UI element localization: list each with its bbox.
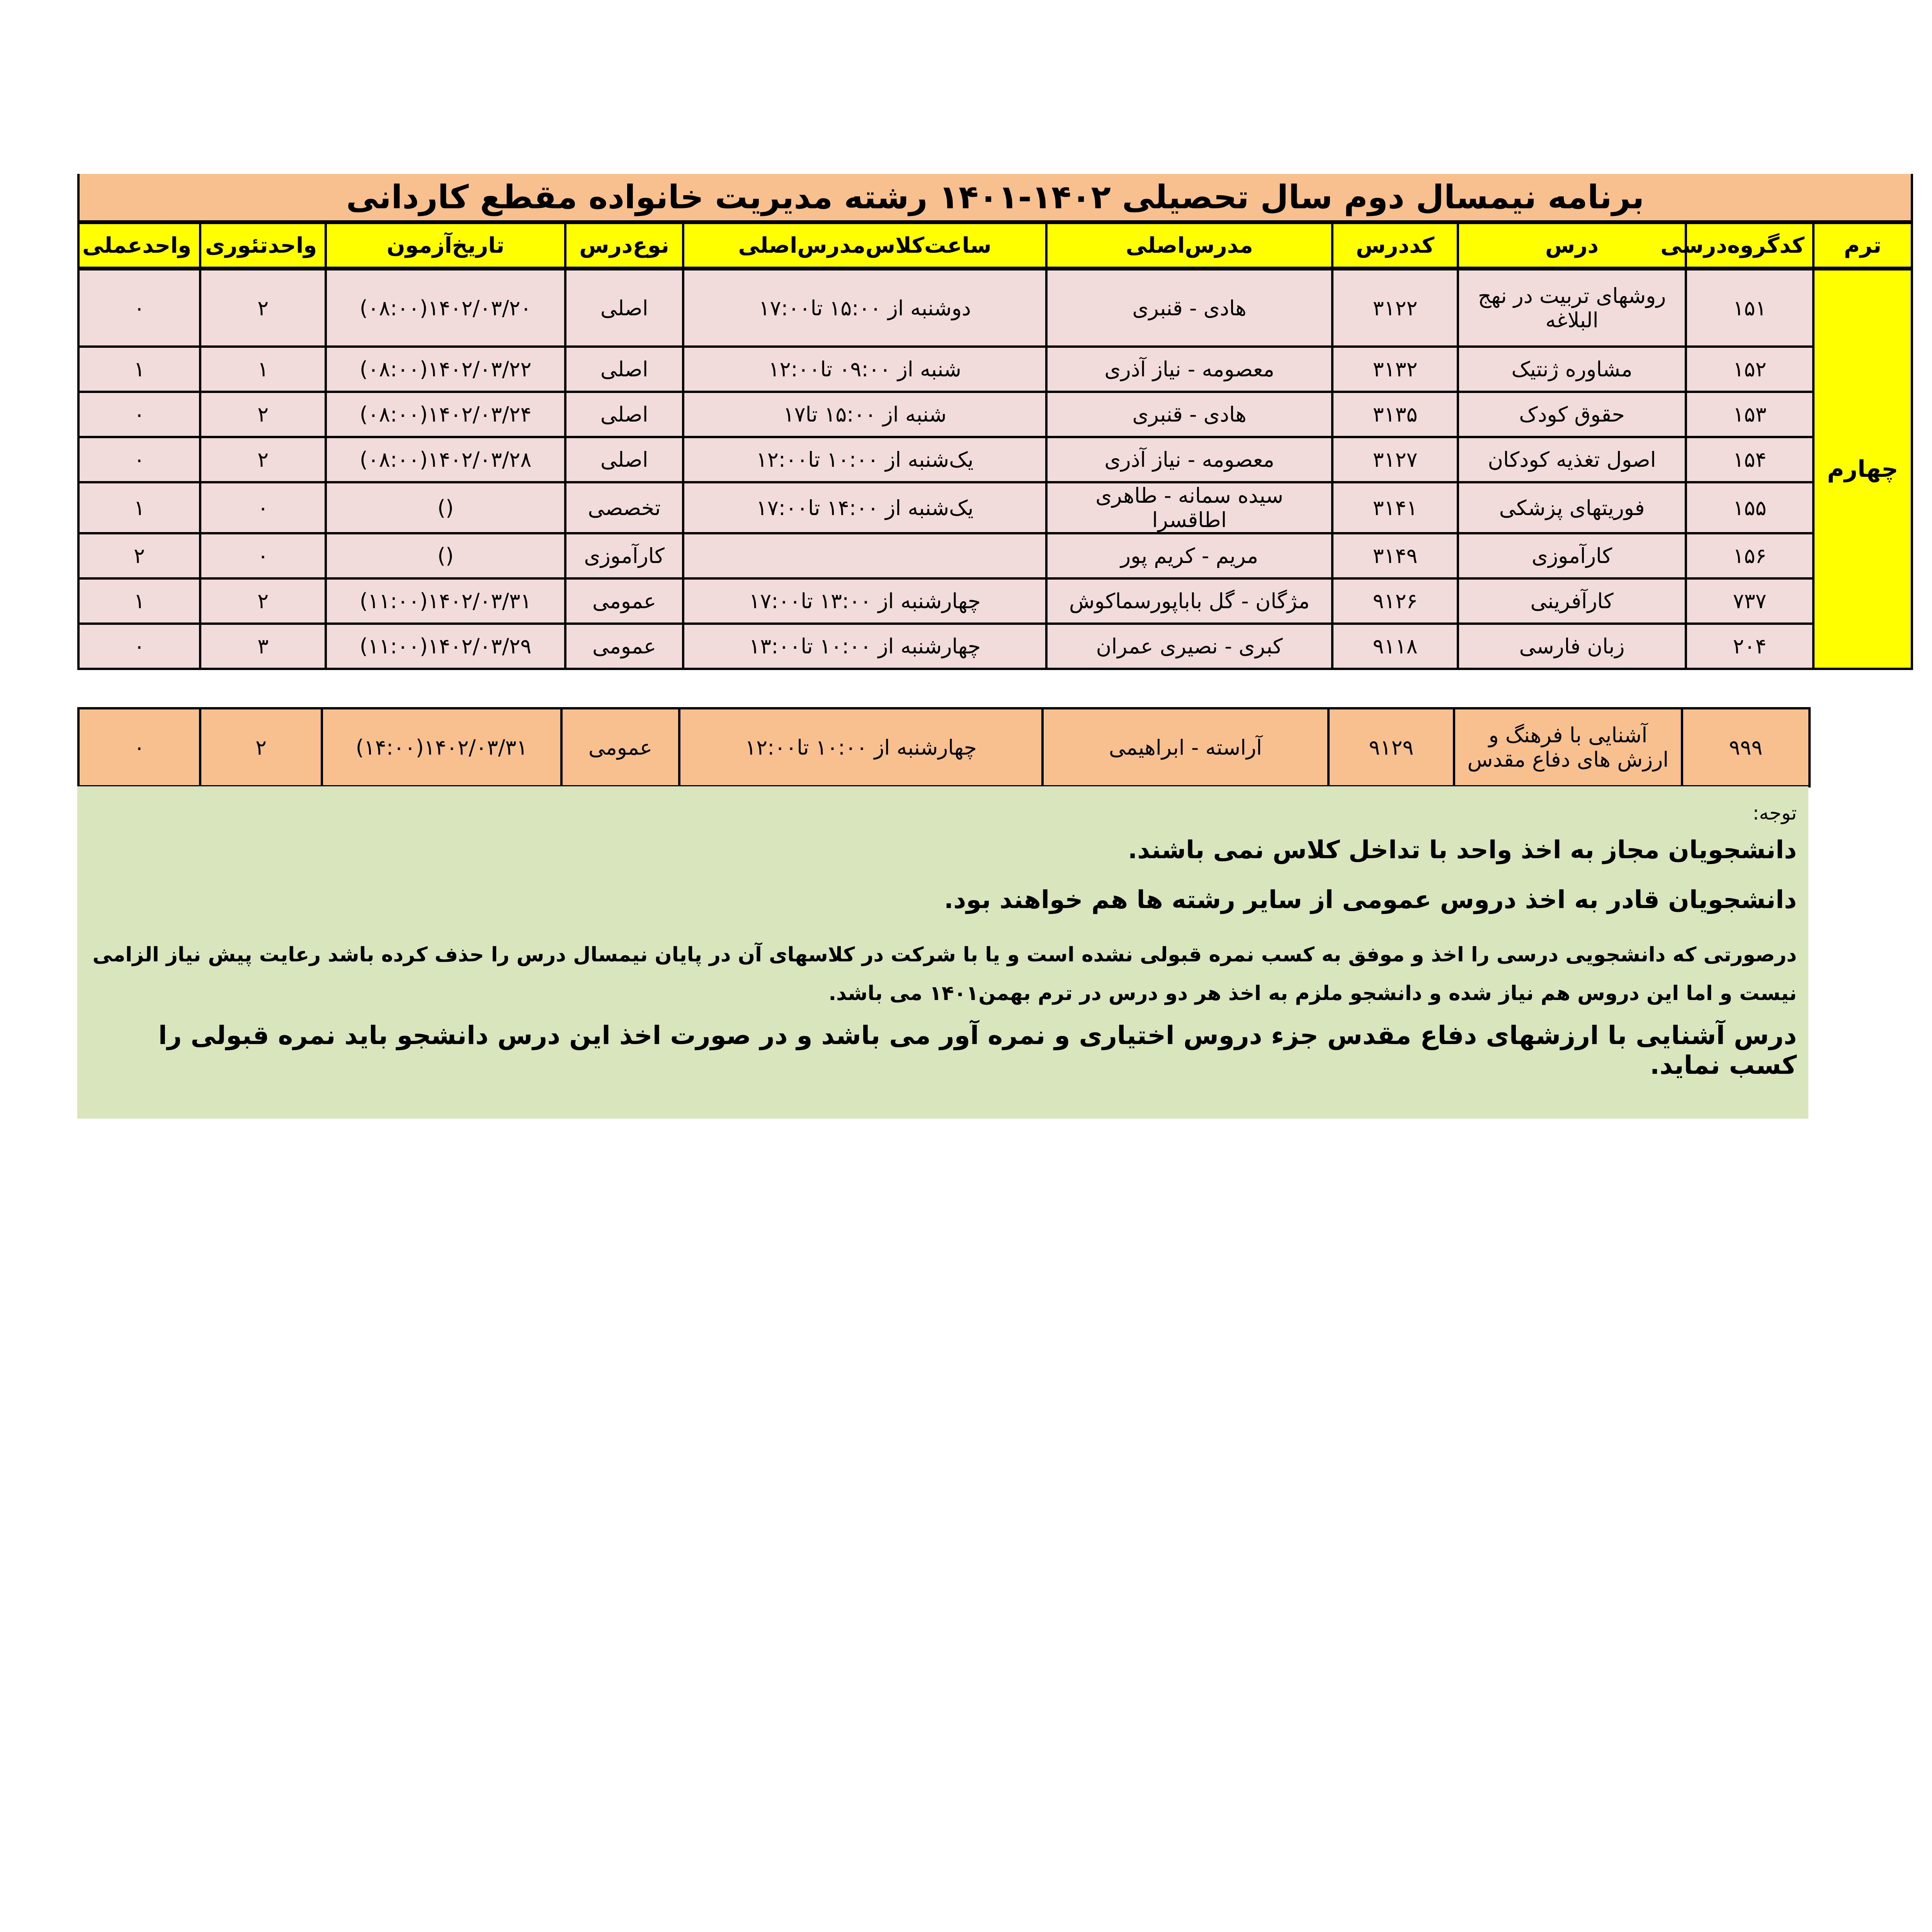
instructor-cell: آراسته - ابراهیمی	[1043, 708, 1328, 786]
practical-units-cell: ۰	[78, 392, 200, 437]
course-code-cell: ۳۱۳۲	[1332, 347, 1458, 392]
header-term: ترم	[1813, 222, 1912, 269]
course-cell: کارآموزی	[1458, 533, 1686, 578]
course-cell: روشهای تربیت در نهج البلاغه	[1458, 269, 1686, 347]
group-code-cell: ۱۵۳	[1686, 392, 1813, 437]
table-row	[78, 269, 1912, 347]
group-code-cell: ۱۵۱	[1686, 269, 1813, 347]
theory-units-cell: ۲	[200, 578, 326, 624]
instructor-cell: مژگان - گل باباپورسماکوش	[1046, 578, 1332, 624]
theory-units-cell: ۱	[200, 347, 326, 392]
exam-date-cell: ۱۴۰۲/۰۳/۲۴(۰۸:۰۰)	[326, 392, 565, 437]
class-time-cell: یک‌شنبه از ۱۴:۰۰ تا۱۷:۰۰	[683, 482, 1046, 533]
header-group-code: کدگروه‌درسی	[1686, 222, 1813, 269]
instructor-cell: کبری - نصیری عمران	[1046, 624, 1332, 669]
instructor-cell: معصومه - نیاز آذری	[1046, 437, 1332, 482]
course-cell: مشاوره ژنتیک	[1458, 347, 1686, 392]
term-cell: چهارم	[1813, 269, 1912, 669]
table-row	[78, 578, 1912, 624]
header-course-type: نوع‌درس	[565, 222, 683, 269]
exam-date-cell: ()	[326, 482, 565, 533]
course-type-cell: اصلی	[565, 347, 683, 392]
table-row	[78, 437, 1912, 482]
practical-units-cell: ۰	[78, 624, 200, 669]
course-code-cell: ۳۱۴۱	[1332, 482, 1458, 533]
course-code-cell: ۹۱۲۶	[1332, 578, 1458, 624]
class-time-cell: شنبه از ۰۹:۰۰ تا۱۲:۰۰	[683, 347, 1046, 392]
exam-date-cell: ۱۴۰۲/۰۳/۳۱(۱۴:۰۰)	[322, 708, 561, 786]
instructor-cell: سیده سمانه - طاهری اطاقسرا	[1046, 482, 1332, 533]
instructor-cell: هادی - قنبری	[1046, 269, 1332, 347]
exam-date-cell: ۱۴۰۲/۰۳/۲۲(۰۸:۰۰)	[326, 347, 565, 392]
course-type-cell: عمومی	[565, 624, 683, 669]
practical-units-cell: ۰	[78, 269, 200, 347]
practical-units-cell: ۲	[78, 533, 200, 578]
class-time-cell: چهارشنبه از ۱۰:۰۰ تا۱۳:۰۰	[683, 624, 1046, 669]
course-cell: حقوق کودک	[1458, 392, 1686, 437]
course-cell: کارآفرینی	[1458, 578, 1686, 624]
theory-units-cell: ۰	[200, 482, 326, 533]
schedule-table	[77, 174, 1913, 670]
header-course-code: کددرس	[1332, 222, 1458, 269]
course-cell: اصول تغذیه کودکان	[1458, 437, 1686, 482]
course-code-cell: ۳۱۲۲	[1332, 269, 1458, 347]
course-cell: زبان فارسی	[1458, 624, 1686, 669]
practical-units-cell: ۱	[78, 347, 200, 392]
course-code-cell: ۹۱۱۸	[1332, 624, 1458, 669]
table-row	[78, 708, 1810, 786]
theory-units-cell: ۲	[200, 437, 326, 482]
practical-units-cell: ۰	[78, 437, 200, 482]
theory-units-cell: ۲	[200, 708, 322, 786]
group-code-cell: ۷۳۷	[1686, 578, 1813, 624]
table-row	[78, 392, 1912, 437]
theory-units-cell: ۳	[200, 624, 326, 669]
course-code-cell: ۳۱۲۷	[1332, 437, 1458, 482]
note-sacred-defense: درس آشنایی با ارزشهای دفاع مقدس جزء دروس اختیاری و نمره آور می باشد و در صورت اخذ این درس دانشجو باید نمره قبولی را کسب نماید.	[158, 1020, 1797, 1080]
group-code-cell: ۹۹۹	[1682, 708, 1810, 786]
course-code-cell: ۳۱۳۵	[1332, 392, 1458, 437]
theory-units-cell: ۲	[200, 392, 326, 437]
practical-units-cell: ۱	[78, 482, 200, 533]
group-code-cell: ۱۵۲	[1686, 347, 1813, 392]
instructor-cell: مریم - کریم پور	[1046, 533, 1332, 578]
class-time-cell: چهارشنبه از ۱۳:۰۰ تا۱۷:۰۰	[683, 578, 1046, 624]
header-practical-units: واحدعملی	[78, 222, 200, 269]
table-header-row	[78, 222, 1912, 269]
course-type-cell: اصلی	[565, 392, 683, 437]
group-code-cell: ۱۵۴	[1686, 437, 1813, 482]
exam-date-cell: ()	[326, 533, 565, 578]
exam-date-cell: ۱۴۰۲/۰۳/۲۹(۱۱:۰۰)	[326, 624, 565, 669]
table-row	[78, 347, 1912, 392]
exam-date-cell: ۱۴۰۲/۰۳/۲۸(۰۸:۰۰)	[326, 437, 565, 482]
class-time-cell: یک‌شنبه از ۱۰:۰۰ تا۱۲:۰۰	[683, 437, 1046, 482]
note-no-overlap: دانشجویان مجاز به اخذ واحد با تداخل کلاس نمی باشند.	[1128, 836, 1797, 864]
group-code-cell: ۱۵۵	[1686, 482, 1813, 533]
theory-units-cell: ۰	[200, 533, 326, 578]
course-type-cell: کارآموزی	[565, 533, 683, 578]
note-prerequisite: درصورتی که دانشجویی درسی را اخذ و موفق به کسب نمره قبولی نشده است و یا با شرکت در کلاسهای آن در پایان نیمسال درس را حذف کرده باشد رعایت پیش نیاز الزامی نیست و اما این دروس هم نیاز شده و دانشجو ملزم به اخذ هر دو درس در ترم بهمن۱۴۰۱ می باشد.	[92, 943, 1797, 1005]
notes-box	[77, 786, 1808, 1119]
page-title: برنامه نیمسال دوم سال تحصیلی ۱۴۰۲-۱۴۰۱ رشته مدیریت خانواده مقطع کاردانی	[78, 174, 1912, 222]
table-row	[78, 533, 1912, 578]
notes-heading: توجه:	[1752, 802, 1797, 824]
course-type-cell: اصلی	[565, 269, 683, 347]
course-code-cell: ۳۱۴۹	[1332, 533, 1458, 578]
course-type-cell: عمومی	[561, 708, 679, 786]
group-code-cell: ۱۵۶	[1686, 533, 1813, 578]
class-time-cell: چهارشنبه از ۱۰:۰۰ تا۱۲:۰۰	[679, 708, 1043, 786]
header-instructor: مدرس‌اصلی	[1046, 222, 1332, 269]
instructor-cell: معصومه - نیاز آذری	[1046, 347, 1332, 392]
extra-course-table	[77, 707, 1811, 787]
course-type-cell: تخصصی	[565, 482, 683, 533]
header-class-time: ساعت‌کلاس‌مدرس‌اصلی	[683, 222, 1046, 269]
practical-units-cell: ۱	[78, 578, 200, 624]
exam-date-cell: ۱۴۰۲/۰۳/۲۰(۰۸:۰۰)	[326, 269, 565, 347]
exam-date-cell: ۱۴۰۲/۰۳/۳۱(۱۱:۰۰)	[326, 578, 565, 624]
header-course: درس	[1458, 222, 1686, 269]
course-type-cell: عمومی	[565, 578, 683, 624]
course-type-cell: اصلی	[565, 437, 683, 482]
header-exam-date: تاریخ‌آزمون	[326, 222, 565, 269]
class-time-cell: دوشنبه از ۱۵:۰۰ تا۱۷:۰۰	[683, 269, 1046, 347]
table-row	[78, 482, 1912, 533]
practical-units-cell: ۰	[78, 708, 200, 786]
header-theory-units: واحدتئوری	[200, 222, 326, 269]
group-code-cell: ۲۰۴	[1686, 624, 1813, 669]
theory-units-cell: ۲	[200, 269, 326, 347]
course-code-cell: ۹۱۲۹	[1328, 708, 1454, 786]
class-time-cell	[683, 533, 1046, 578]
table-row	[78, 624, 1912, 669]
course-cell: فوریتهای پزشکی	[1458, 482, 1686, 533]
class-time-cell: شنبه از ۱۵:۰۰ تا۱۷	[683, 392, 1046, 437]
course-cell: آشنایی با فرهنگ و ارزش های دفاع مقدس	[1454, 708, 1682, 786]
note-general-courses: دانشجویان قادر به اخذ دروس عمومی از سایر رشته ها هم خواهند بود.	[944, 886, 1797, 914]
instructor-cell: هادی - قنبری	[1046, 392, 1332, 437]
